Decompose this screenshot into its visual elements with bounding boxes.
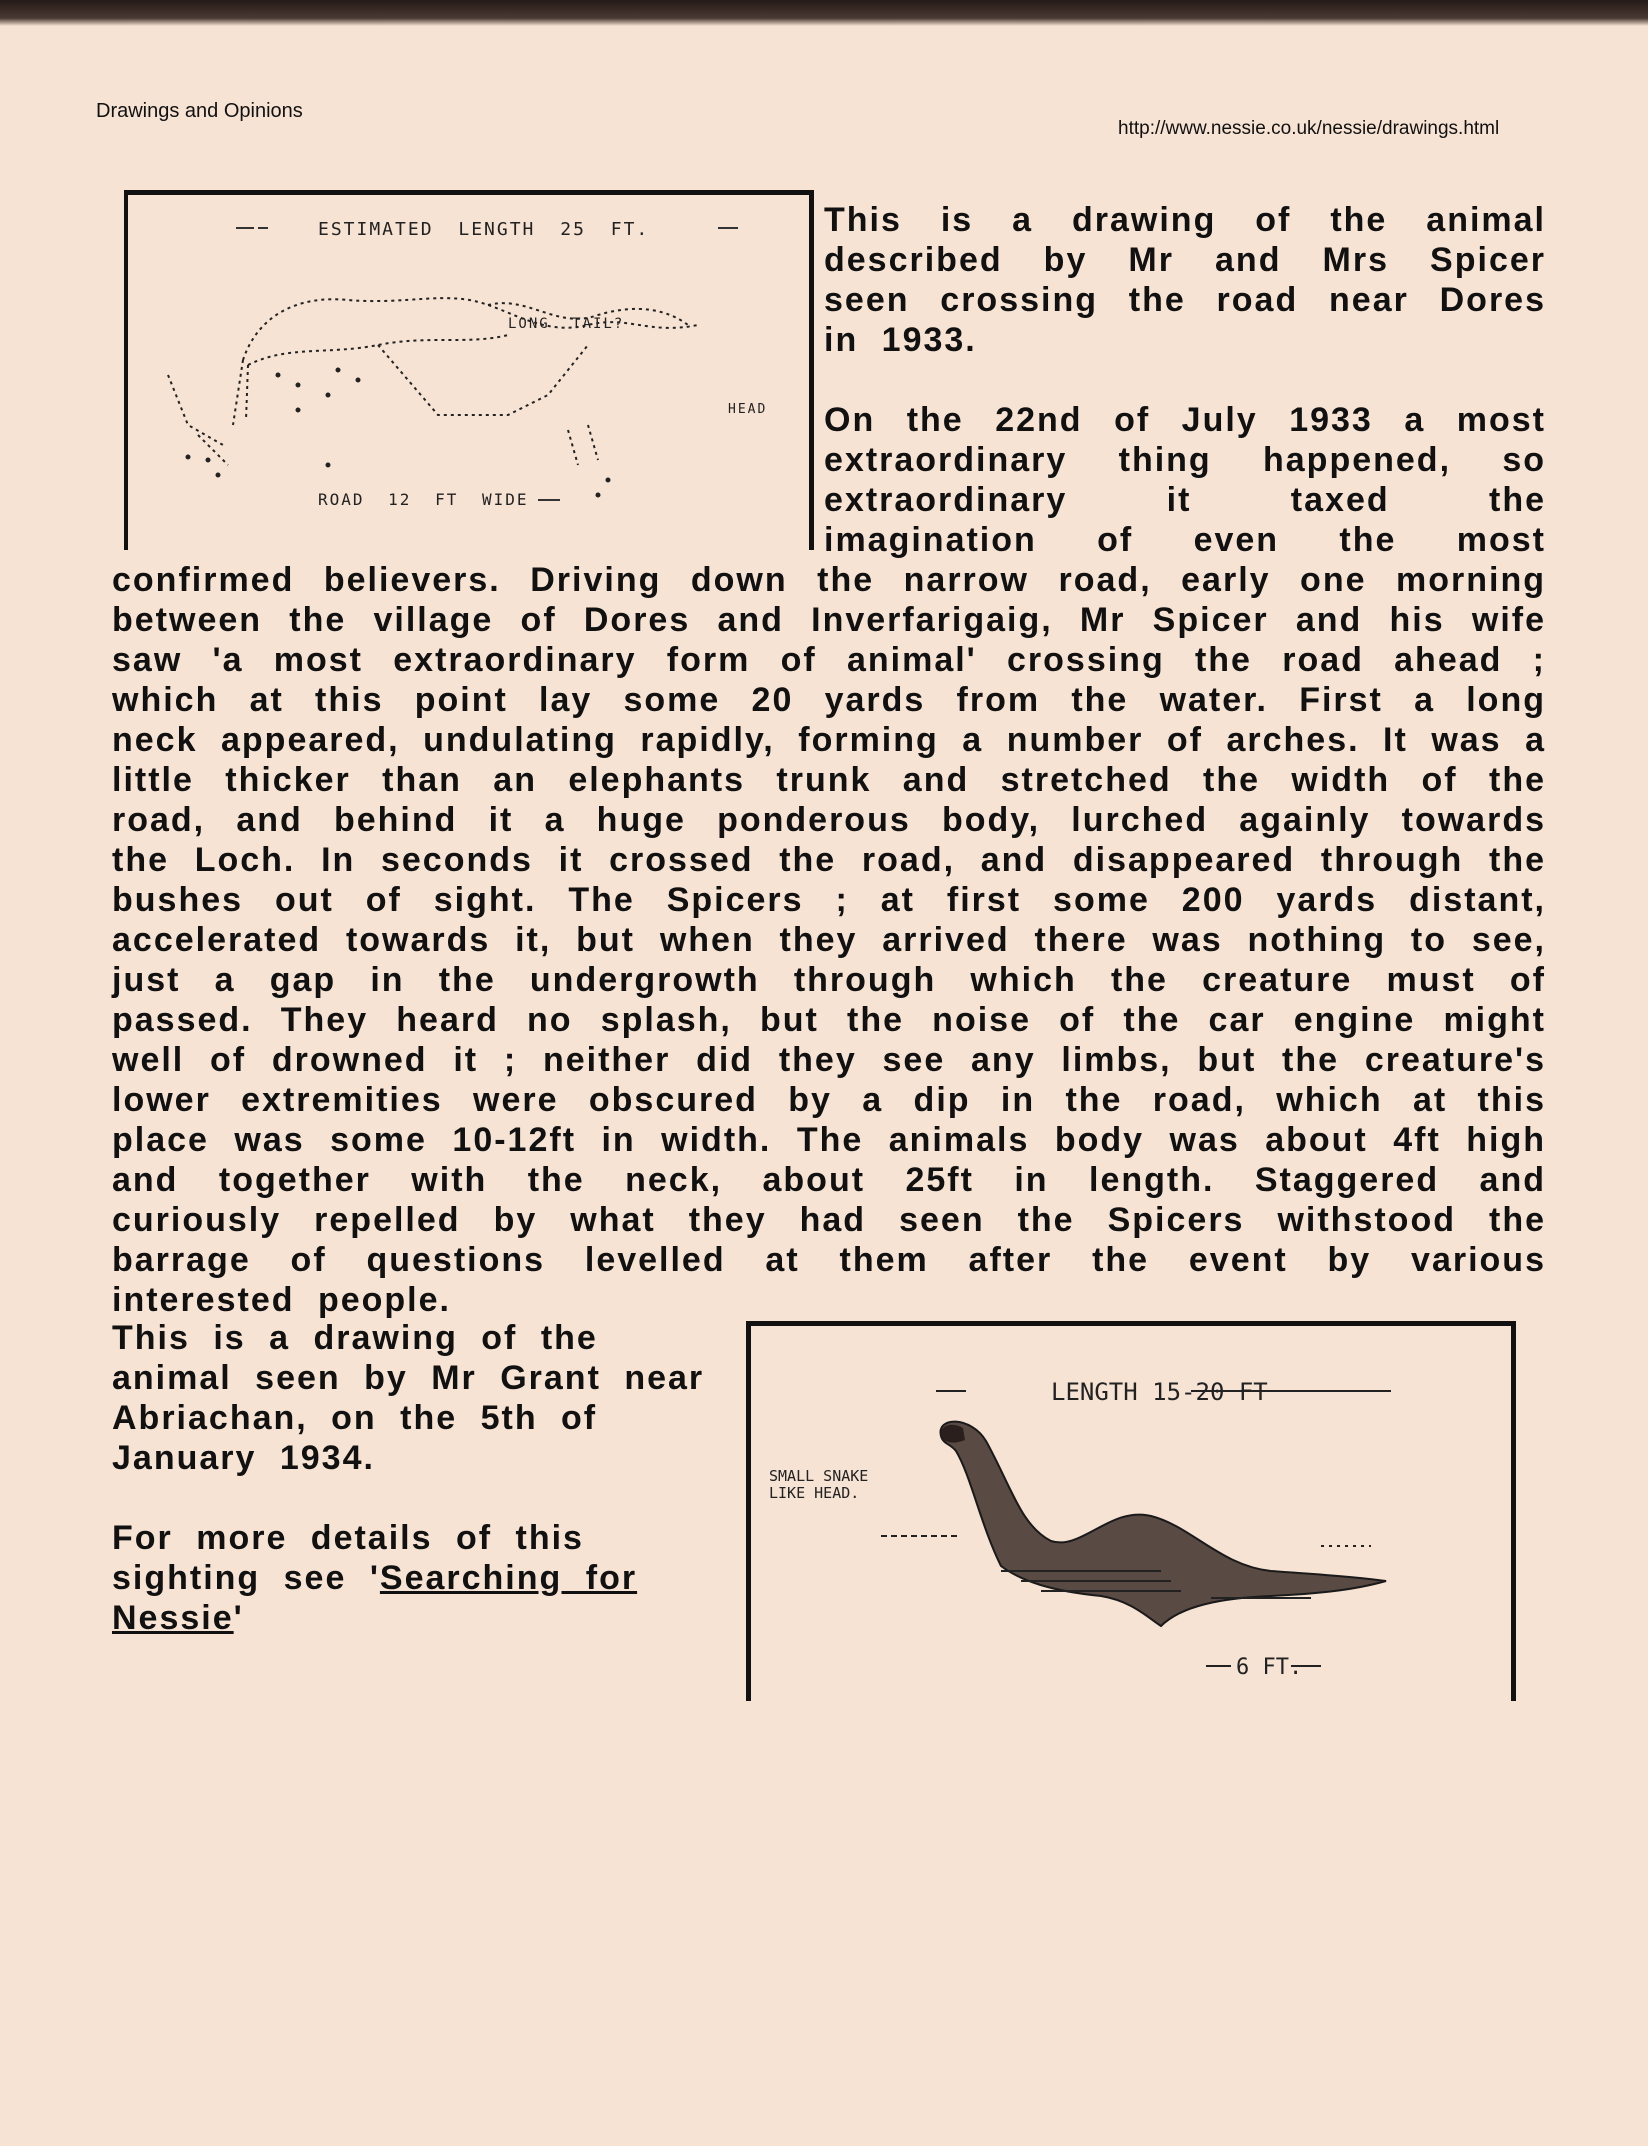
grant-length-label: LENGTH 15-20 FT <box>1051 1378 1268 1406</box>
page-header-url: http://www.nessie.co.uk/nessie/drawings.html <box>1118 118 1500 139</box>
spicer-road-label: ROAD 12 FT WIDE <box>318 490 529 509</box>
grant-section <box>112 1318 732 1638</box>
spicer-account: On the 22nd of July 1933 a most extraordinary thing happened, so extraordinary it taxed the imagination of even the most confirmed believers. Driving down the narrow road, early one morning between the village of Dores and Inverfarigaig, Mr Spicer and his wife saw 'a most extraordinary form of animal' crossing the road ahead ; which at this point lay some 20 yards from the water. First a long neck appeared, undulating rapidly, forming a number of arches. It was a little thicker than an elephants trunk and stretched the width of the road, and behind it a huge ponderous body, lurched againly towards the Loch. In seconds it crossed the road, and disappeared through the bushes out of sight. The Spicers ; at first some 200 yards distant, accelerated towards it, but when they arrived there was nothing to see, just a gap in the undergrowth through which the creature must of passed. They heard no splash, but the noise of the car engine might well of drowned it ; neither did they see any limbs, but the creature's lower extremities were obscured by a dip in the road, which at this place was some 10-12ft in width. The animals body was about 4ft high and together with the neck, about 25ft in length. Staggered and curiously repelled by what they had seen the Spicers withstood the barrage of questions levelled at them after the event by various interested people. <box>112 401 1546 1319</box>
spicer-sketch-svg <box>128 195 808 550</box>
searching-for-nessie-link[interactable]: Searching for Nessie <box>112 1559 638 1637</box>
grant-more-details <box>112 1518 732 1638</box>
grant-more-suffix: ' <box>233 1599 244 1637</box>
spicer-caption: This is a drawing of the animal described by Mr and Mrs Spicer seen crossing the road near Dores in 1933. <box>824 201 1546 359</box>
grant-sighting-drawing <box>746 1321 1516 1701</box>
grant-sketch-svg <box>751 1326 1511 1701</box>
page-edge <box>0 0 1648 26</box>
page-header-title: Drawings and Opinions <box>96 100 303 122</box>
grant-head-label-line2: LIKE HEAD. <box>769 1484 860 1502</box>
grant-caption: This is a drawing of the animal seen by Mr Grant near Abriachan, on the 5th of January 1934. <box>112 1319 705 1477</box>
article <box>112 200 1546 1320</box>
grant-more-prefix: For more details of this sighting see ' <box>112 1519 584 1597</box>
spicer-length-label: ESTIMATED LENGTH 25 FT. <box>318 219 650 240</box>
grant-height-label: 6 FT. <box>1236 1655 1303 1680</box>
grant-head-label-line1: SMALL SNAKE <box>769 1467 869 1485</box>
spicer-sighting-drawing <box>124 190 814 550</box>
spicer-tail-label: LONG TAIL? <box>508 316 625 332</box>
spicer-head-label: HEAD <box>728 402 768 417</box>
